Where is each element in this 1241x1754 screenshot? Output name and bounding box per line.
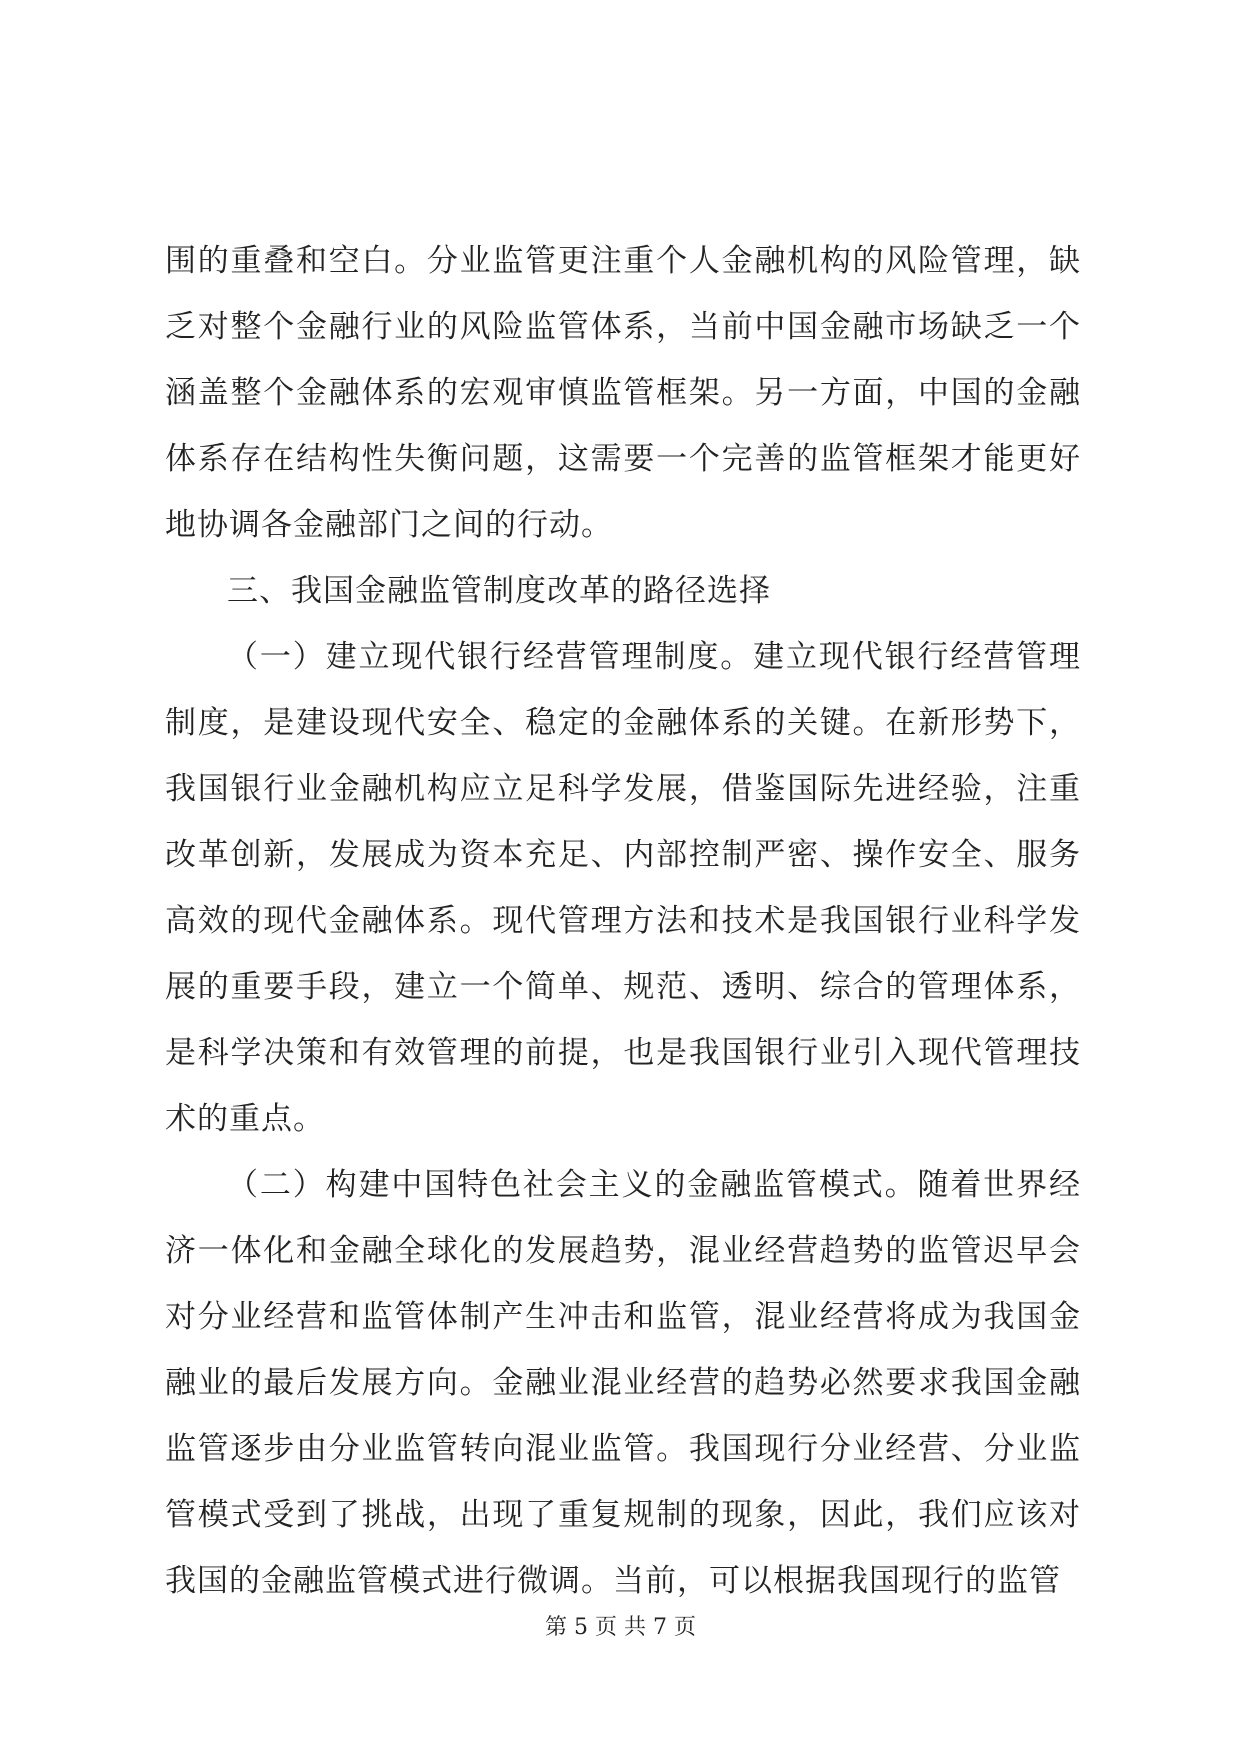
- paragraph-continuation: 围的重叠和空白。分业监管更注重个人金融机构的风险管理，缺乏对整个金融行业的风险监管体系，当前中国金融市场缺乏一个涵盖整个金融体系的宏观审慎监管框架。另一方面，中国的金融体系存在结构性失衡问题，这需要一个完善的监管框架才能更好地协调各金融部门之间的行动。: [165, 243, 1081, 543]
- document-body: [165, 228, 1081, 1614]
- paragraph-subsection-2: （二）构建中国特色社会主义的金融监管模式。随着世界经济一体化和金融全球化的发展趋势，混业经营趋势的监管迟早会对分业经营和监管体制产生冲击和监管，混业经营将成为我国金融业的最后发展方向。金融业混业经营的趋势必然要求我国金融监管逐步由分业监管转向混业监管。我国现行分业经营、分业监管模式受到了挑战，出现了重复规制的现象，因此，我们应该对我国的金融监管模式进行微调。当前，可以根据我国现行的监管: [165, 1167, 1081, 1599]
- section-heading: 三、我国金融监管制度改革的路径选择: [227, 573, 771, 609]
- paragraph-subsection-1: （一）建立现代银行经营管理制度。建立现代银行经营管理制度，是建设现代安全、稳定的金融体系的关键。在新形势下，我国银行业金融机构应立足科学发展，借鉴国际先进经验，注重改革创新，发展成为资本充足、内部控制严密、操作安全、服务高效的现代金融体系。现代管理方法和技术是我国银行业科学发展的重要手段，建立一个简单、规范、透明、综合的管理体系，是科学决策和有效管理的前提，也是我国银行业引入现代管理技术的重点。: [165, 639, 1081, 1137]
- page-number-footer: 第 5 页 共 7 页: [545, 1615, 696, 1640]
